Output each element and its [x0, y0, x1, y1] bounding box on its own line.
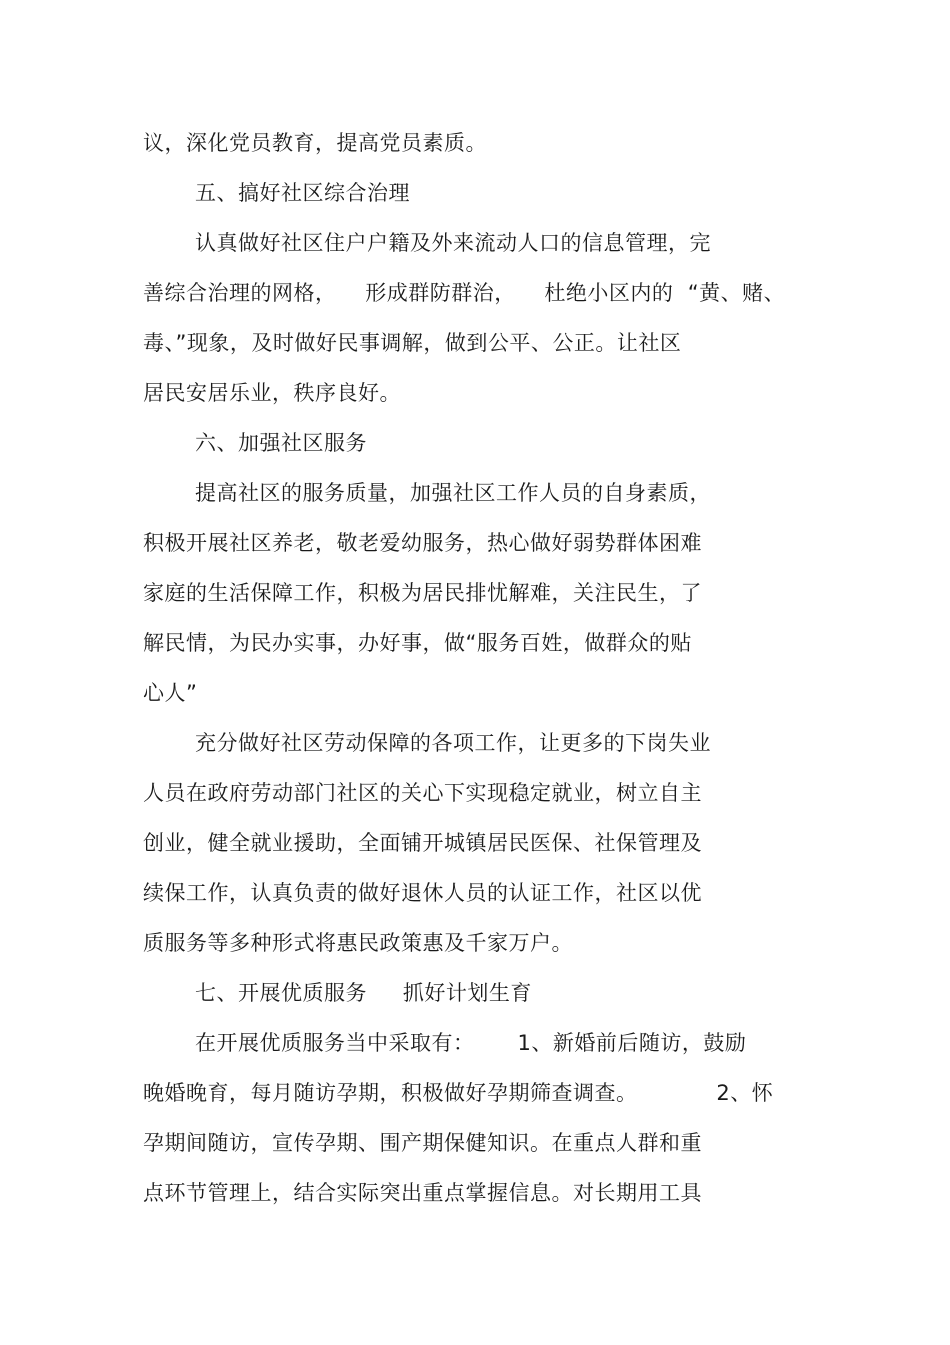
text-line: 质服务等多种形式将惠民政策惠及千家万户。: [143, 931, 573, 955]
text-line: 提高社区的服务质量，加强社区工作人员的自身素质，: [195, 481, 711, 505]
section-heading-5: 五、搞好社区综合治理: [195, 181, 410, 205]
text-line: 人员在政府劳动部门社区的关心下实现稳定就业，树立自主: [143, 781, 702, 805]
text-line: 充分做好社区劳动保障的各项工作，让更多的下岗失业: [195, 731, 711, 755]
text-line: 点环节管理上，结合实际突出重点掌握信息。对长期用工具: [143, 1181, 702, 1205]
text-line: 议，深化党员教育，提高党员素质。: [143, 131, 487, 155]
section-heading-6: 六、加强社区服务: [195, 431, 367, 455]
section-heading-7: 七、开展优质服务 抓好计划生育: [195, 981, 532, 1005]
text-line: 续保工作，认真负责的做好退休人员的认证工作，社区以优: [143, 881, 702, 905]
text-line: 心人”: [143, 681, 198, 705]
text-line: 解民情，为民办实事，办好事，做“服务百姓，做群众的贴: [143, 631, 692, 655]
text-line: 居民安居乐业，秩序良好。: [143, 381, 401, 405]
text-line: 晚婚晚育，每月随访孕期，积极做好孕期筛查调查。 2、怀: [143, 1081, 774, 1105]
text-line: 孕期间随访，宣传孕期、围产期保健知识。在重点人群和重: [143, 1131, 702, 1155]
text-line: 积极开展社区养老，敬老爱幼服务，热心做好弱势群体困难: [143, 531, 702, 555]
text-line: 认真做好社区住户户籍及外来流动人口的信息管理，完: [195, 231, 711, 255]
text-line: 毒、”现象，及时做好民事调解，做到公平、公正。让社区: [143, 331, 682, 355]
text-line: 善综合治理的网格， 形成群防群治， 杜绝小区内的 “黄、赌、: [143, 281, 786, 305]
text-line: 家庭的生活保障工作，积极为居民排忧解难，关注民生，了: [143, 581, 702, 605]
text-line: 在开展优质服务当中采取有： 1、新婚前后随访，鼓励: [195, 1031, 747, 1055]
text-line: 创业，健全就业援助，全面铺开城镇居民医保、社保管理及: [143, 831, 702, 855]
